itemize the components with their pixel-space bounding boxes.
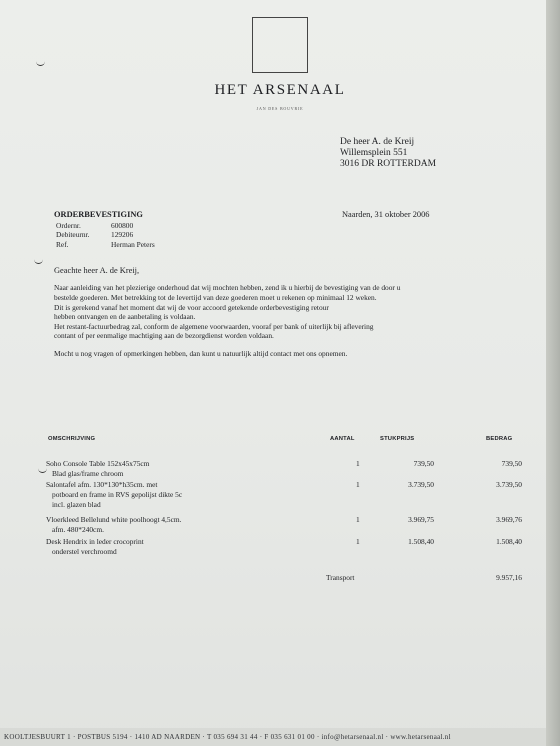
col-header-quantity: AANTAL bbox=[330, 436, 355, 442]
item-quantity: 1 bbox=[356, 459, 360, 468]
scan-edge bbox=[546, 0, 560, 746]
place-date: Naarden, 31 oktober 2006 bbox=[342, 210, 430, 219]
item-quantity: 1 bbox=[356, 515, 360, 524]
body-line: Naar aanleiding van het plezierige onderhoud dat wij mochten hebben, zend ik u hierbij de bevestiging van de door u bbox=[54, 283, 401, 292]
item-line: afm. 480*240cm. bbox=[52, 525, 104, 534]
item-line: Desk Hendrix in leder crocoprint bbox=[46, 537, 144, 546]
item-amount: 3.739,50 bbox=[496, 480, 522, 489]
item-line: onderstel verchroomd bbox=[52, 547, 117, 556]
body-line: bestelde goederen. Met betrekking tot de levertijd van deze goederen moet u rekenen op minimaal 12 weken. bbox=[54, 293, 377, 302]
debiteurnr-label: Debiteurnr. bbox=[56, 230, 90, 239]
debiteurnr-value: 129206 bbox=[111, 230, 134, 239]
item-quantity: 1 bbox=[356, 537, 360, 546]
col-header-amount: BEDRAG bbox=[486, 436, 513, 442]
recipient-name: De heer A. de Kreij bbox=[340, 137, 415, 147]
col-header-description: OMSCHRIJVING bbox=[48, 436, 96, 442]
item-line: Vloerkleed Bellelund white poolhoogt 4,5cm. bbox=[46, 515, 182, 524]
transport-label: Transport bbox=[326, 573, 355, 582]
body-line: contant of per eenmalige machtiging aan de bezorgdienst worden voldaan. bbox=[54, 331, 274, 340]
transport-amount: 9.957,16 bbox=[496, 573, 522, 582]
item-line: Salontafel afm. 130*130*h35cm. met bbox=[46, 480, 158, 489]
item-line: potboard en frame in RVS gepolijst dikte 5c bbox=[52, 490, 183, 499]
item-amount: 3.969,76 bbox=[496, 515, 522, 524]
body-line: Het restant-factuurbedrag zal, conform de algemene voorwaarden, vooraf per bank of uiterlijk bij aflevering bbox=[54, 322, 374, 331]
item-line: Blad glas/frame chroom bbox=[52, 469, 124, 478]
body-line: Dit is gerekend vanaf het moment dat wij de voor accoord getekende orderbevestiging retour bbox=[54, 303, 329, 312]
ordernr-value: 600800 bbox=[111, 221, 134, 230]
item-line: incl. glazen blad bbox=[52, 500, 101, 509]
item-line: Soho Console Table 152x45x75cm bbox=[46, 459, 150, 468]
item-unit-price: 3.739,50 bbox=[408, 480, 434, 489]
body-line: hebben ontvangen en de aanbetaling is voldaan. bbox=[54, 312, 196, 321]
ref-label: Ref. bbox=[56, 240, 69, 249]
salutation: Geachte heer A. de Kreij, bbox=[54, 266, 140, 275]
ref-value: Herman Peters bbox=[111, 240, 155, 249]
item-unit-price: 1.508,40 bbox=[408, 537, 434, 546]
recipient-city: 3016 DR ROTTERDAM bbox=[340, 159, 437, 169]
col-header-unit-price: STUKPRIJS bbox=[380, 436, 415, 442]
item-amount: 739,50 bbox=[501, 459, 522, 468]
recipient-street: Willemsplein 551 bbox=[340, 148, 408, 158]
item-quantity: 1 bbox=[356, 480, 360, 489]
brand-name: HET ARSENAAL bbox=[214, 82, 346, 98]
item-amount: 1.508,40 bbox=[496, 537, 522, 546]
ordernr-label: Ordernr. bbox=[56, 221, 81, 230]
brand-subtitle: JAN DES BOUVRIE bbox=[256, 106, 304, 111]
item-unit-price: 3.969,75 bbox=[408, 515, 434, 524]
logo-frame bbox=[252, 17, 308, 73]
closing-line: Mocht u nog vragen of opmerkingen hebben, dan kunt u natuurlijk altijd contact met ons opnemen. bbox=[54, 349, 348, 358]
item-unit-price: 739,50 bbox=[413, 459, 434, 468]
footer-contact: KOOLTJESBUURT 1 · POSTBUS 5194 · 1410 AD NAARDEN · T 035 694 31 44 · F 035 631 01 00 · info@hetarsenaal.nl · www.hetarsenaal.nl bbox=[4, 733, 451, 741]
document-title: ORDERBEVESTIGING bbox=[54, 210, 143, 219]
